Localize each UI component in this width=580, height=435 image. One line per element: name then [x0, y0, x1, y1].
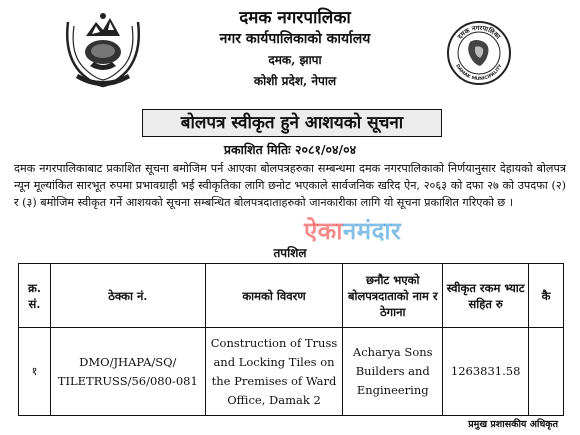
- office-name: नगर कार्यपालिकाको कार्यालय: [219, 31, 371, 47]
- table-caption: तपशिल: [273, 246, 307, 260]
- table-row: [19, 328, 564, 416]
- header-remarks: कै: [529, 264, 564, 328]
- seal-top-text: दमक नगरपालिका: [455, 23, 502, 41]
- tender-table: [18, 263, 564, 416]
- damak-municipality-seal-icon: [446, 20, 512, 86]
- cell-remarks: [529, 328, 564, 416]
- office-province: कोशी प्रदेश, नेपाल: [253, 74, 337, 88]
- municipality-name: दमक नगरपालिका: [239, 8, 351, 28]
- cell-bidder: Acharya Sons Builders and Engineering: [343, 328, 443, 416]
- signatory-title: प्रमुख प्रशासकीय अधिकृत: [468, 419, 558, 430]
- notice-body: दमक नगरपालिकाबाट प्रकाशित सूचना बमोजिम पर्न आएका बोलपत्रहरुका सम्बन्धमा दमक नगरपालिकाको निर्णयानुसार देहायको बोलपत्र न्यून मूल्यांकित सारभूत रुपमा प्रभावग्राही भई स्वीकृतिका लागि छनोट भएकाले सार्वजनिक खरिद ऐन, २०६३ को दफा २७ को उपदफा (२) र (३) बमोजिम स्वीकृत गर्ने आशयको सूचना सम्बन्धित बोलपत्रदाताहरुको जानकारीका लागि यो सूचना प्रकाशित गरिएको छ ।: [14, 162, 566, 209]
- cell-amount: 1263831.58: [443, 328, 529, 416]
- notice-title: बोलपत्र स्वीकृत हुने आशयको सूचना: [142, 109, 442, 137]
- header-serial: क्र. सं.: [19, 264, 51, 328]
- watermark: [304, 214, 401, 247]
- watermark-part2: नमंदार: [342, 217, 402, 245]
- office-header: [150, 8, 440, 92]
- cell-contract-no: DMO/JHAPA/SQ/ TILETRUSS/56/080-081: [50, 328, 205, 416]
- nepal-emblem-icon: [62, 8, 144, 88]
- watermark-part1: ऐका: [304, 217, 343, 245]
- header-contract-no: ठेक्का नं.: [50, 264, 205, 328]
- cell-work-description: Construction of Truss and Locking Tiles on the Premises of Ward Office, Damak 2: [205, 328, 343, 416]
- office-location: दमक, झापा: [268, 53, 322, 67]
- table-header-row: [19, 264, 564, 328]
- header-bidder: छनौट भएको बोलपत्रदाताको नाम र ठेगाना: [343, 264, 443, 328]
- header-amount: स्वीकृत रकम भ्याट सहित रु: [443, 264, 529, 328]
- cell-serial: १: [19, 328, 51, 416]
- published-date: प्रकाशित मितिः २०८१/०४/०४: [223, 142, 357, 157]
- seal-bottom-text: DAMAK MUNICIPALITY: [454, 63, 504, 83]
- header-work-description: कामको विवरण: [205, 264, 343, 328]
